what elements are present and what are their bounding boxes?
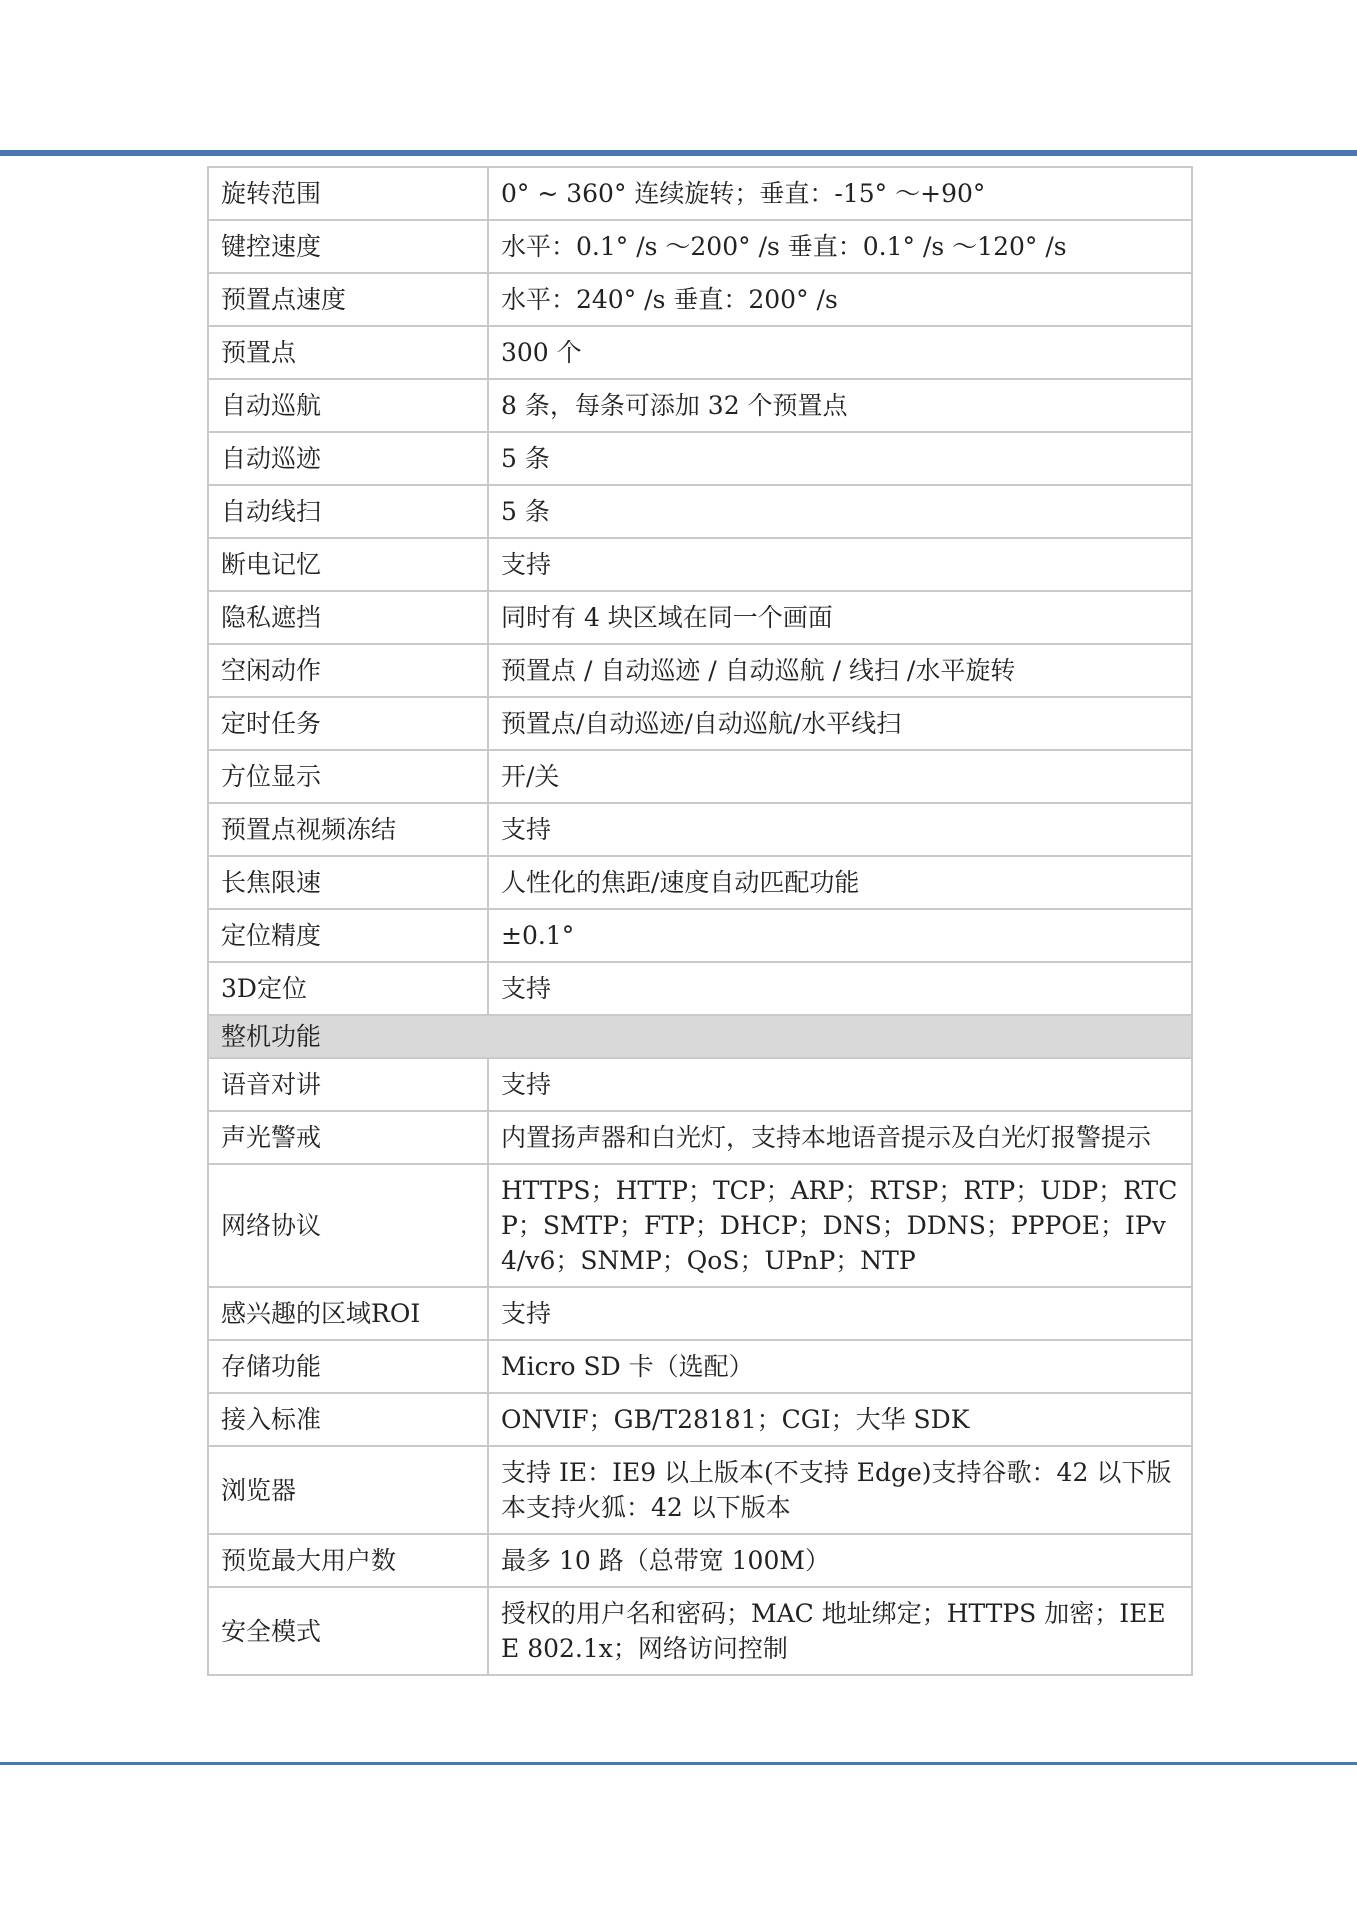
spec-key: 感兴趣的区域ROI: [208, 1287, 488, 1340]
table-row: [208, 1393, 1192, 1446]
table-row: [208, 697, 1192, 750]
table-row: [208, 273, 1192, 326]
table-row: [208, 803, 1192, 856]
spec-key: 浏览器: [208, 1446, 488, 1534]
table-row: [208, 538, 1192, 591]
spec-value: 水平：0.1° /s ～200° /s 垂直：0.1° /s ～120° /s: [488, 220, 1192, 273]
spec-value: Micro SD 卡（选配）: [488, 1340, 1192, 1393]
spec-key: 3D定位: [208, 962, 488, 1015]
table-row: [208, 485, 1192, 538]
spec-key: 隐私遮挡: [208, 591, 488, 644]
header-rule: [0, 150, 1357, 156]
spec-value: 内置扬声器和白光灯，支持本地语音提示及白光灯报警提示: [488, 1111, 1192, 1164]
spec-key: 键控速度: [208, 220, 488, 273]
table-row: [208, 591, 1192, 644]
spec-key: 预置点: [208, 326, 488, 379]
spec-key: 接入标准: [208, 1393, 488, 1446]
spec-value: ONVIF；GB/T28181；CGI；大华 SDK: [488, 1393, 1192, 1446]
section-header-row: [208, 1015, 1192, 1058]
spec-key: 预览最大用户数: [208, 1534, 488, 1587]
spec-value: 预置点/自动巡迹/自动巡航/水平线扫: [488, 697, 1192, 750]
spec-key: 断电记忆: [208, 538, 488, 591]
spec-table: [207, 166, 1193, 1676]
spec-value: 300 个: [488, 326, 1192, 379]
spec-key: 长焦限速: [208, 856, 488, 909]
spec-value: 最多 10 路（总带宽 100M）: [488, 1534, 1192, 1587]
table-row: [208, 167, 1192, 220]
spec-key: 自动线扫: [208, 485, 488, 538]
table-row: [208, 1287, 1192, 1340]
table-row: [208, 220, 1192, 273]
spec-key: 自动巡航: [208, 379, 488, 432]
spec-value: 0° ~ 360° 连续旋转；垂直：-15° ～+90°: [488, 167, 1192, 220]
table-row: [208, 909, 1192, 962]
footer-rule: [0, 1762, 1357, 1765]
spec-value: HTTPS；HTTP；TCP；ARP；RTSP；RTP；UDP；RTCP；SMTP；FTP；DHCP；DNS；DDNS；PPPOE；IPv4/v6；SNMP；QoS；UPnP；NTP: [488, 1164, 1192, 1287]
spec-key: 定位精度: [208, 909, 488, 962]
spec-value: ±0.1°: [488, 909, 1192, 962]
spec-value: 人性化的焦距/速度自动匹配功能: [488, 856, 1192, 909]
spec-key: 自动巡迹: [208, 432, 488, 485]
spec-value: 开/关: [488, 750, 1192, 803]
table-row: [208, 379, 1192, 432]
table-row: [208, 1534, 1192, 1587]
spec-value: 支持: [488, 962, 1192, 1015]
table-row: [208, 1446, 1192, 1534]
spec-value: 水平：240° /s 垂直：200° /s: [488, 273, 1192, 326]
spec-value: 5 条: [488, 485, 1192, 538]
spec-key: 网络协议: [208, 1164, 488, 1287]
spec-key: 存储功能: [208, 1340, 488, 1393]
spec-value: 支持: [488, 803, 1192, 856]
section-title: 整机功能: [208, 1015, 1192, 1058]
table-row: [208, 1058, 1192, 1111]
spec-key: 预置点视频冻结: [208, 803, 488, 856]
spec-value: 支持: [488, 1287, 1192, 1340]
spec-key: 语音对讲: [208, 1058, 488, 1111]
spec-value: 支持: [488, 538, 1192, 591]
spec-key: 旋转范围: [208, 167, 488, 220]
spec-key: 声光警戒: [208, 1111, 488, 1164]
spec-value: 8 条，每条可添加 32 个预置点: [488, 379, 1192, 432]
spec-key: 空闲动作: [208, 644, 488, 697]
table-row: [208, 326, 1192, 379]
spec-key: 定时任务: [208, 697, 488, 750]
spec-key: 方位显示: [208, 750, 488, 803]
spec-value: 5 条: [488, 432, 1192, 485]
spec-key: 预置点速度: [208, 273, 488, 326]
table-row: [208, 962, 1192, 1015]
table-row: [208, 1587, 1192, 1675]
spec-value: 支持 IE：IE9 以上版本(不支持 Edge)支持谷歌：42 以下版本支持火狐：42 以下版本: [488, 1446, 1192, 1534]
table-row: [208, 1164, 1192, 1287]
table-row: [208, 750, 1192, 803]
spec-value: 支持: [488, 1058, 1192, 1111]
spec-value: 同时有 4 块区域在同一个画面: [488, 591, 1192, 644]
spec-value: 授权的用户名和密码；MAC 地址绑定；HTTPS 加密；IEEE 802.1x；网络访问控制: [488, 1587, 1192, 1675]
table-row: [208, 856, 1192, 909]
table-row: [208, 644, 1192, 697]
spec-value: 预置点 / 自动巡迹 / 自动巡航 / 线扫 /水平旋转: [488, 644, 1192, 697]
spec-key: 安全模式: [208, 1587, 488, 1675]
table-row: [208, 1111, 1192, 1164]
table-row: [208, 1340, 1192, 1393]
table-row: [208, 432, 1192, 485]
